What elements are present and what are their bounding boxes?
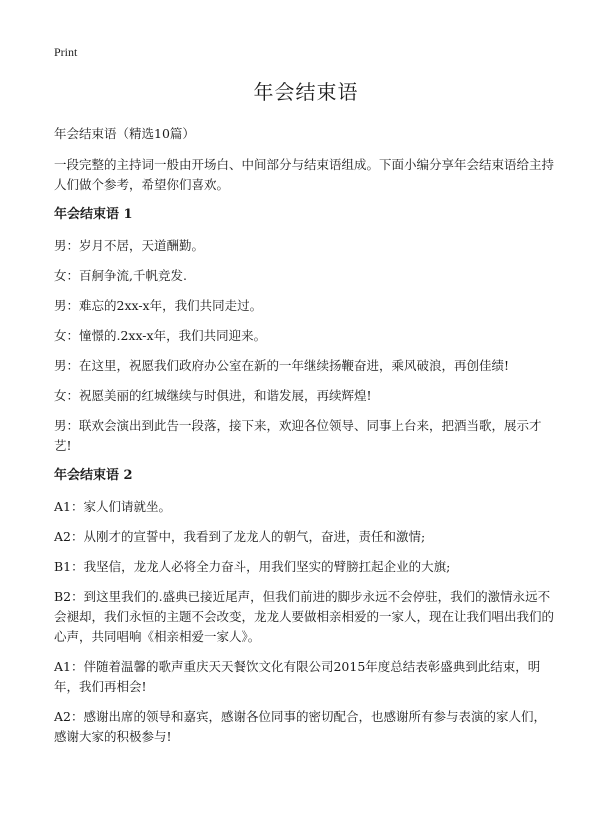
dialogue-line: A2：从刚才的宣誓中，我看到了龙龙人的朝气，奋进，责任和激情; bbox=[54, 529, 426, 544]
dialogue-line: A1：伴随着温馨的歌声重庆天天餐饮文化有限公司2015年度总结表彰盛典到此结束，明年，我们再相会! bbox=[54, 659, 541, 694]
dialogue-line: 女：祝愿美丽的红城继续与时俱进，和谐发展，再续辉煌! bbox=[54, 388, 372, 403]
dialogue-line: 男：岁月不居，天道酬勤。 bbox=[54, 238, 205, 253]
dialogue-line: 女：百舸争流,千帆竞发. bbox=[54, 268, 187, 283]
dialogue-line: B2：到这里我们的.盛典已接近尾声，但我们前进的脚步永远不会停驻，我们的激情永远不会褪却，我们永恒的主题不会改变，龙龙人要做相亲相爱的一家人，现在让我们唱出我们的心声，共同唱响《相亲相爱一家人》。 bbox=[54, 589, 555, 644]
dialogue-line: A2：感谢出席的领导和嘉宾，感谢各位同事的密切配合，也感谢所有参与表演的家人们，感谢大家的积极参与! bbox=[54, 709, 546, 744]
section-heading-1: 年会结束语 1 bbox=[54, 207, 133, 222]
document-subtitle: 年会结束语（精选10篇） bbox=[54, 126, 195, 141]
print-link[interactable]: Print bbox=[54, 45, 78, 59]
dialogue-line: 女：憧憬的.2xx-x年，我们共同迎来。 bbox=[54, 328, 267, 343]
dialogue-line: 男：难忘的2xx-x年，我们共同走过。 bbox=[54, 298, 263, 313]
dialogue-line: B1：我坚信，龙龙人必将全力奋斗，用我们坚实的臂膀扛起企业的大旗; bbox=[54, 559, 451, 574]
dialogue-line: 男：联欢会演出到此告一段落，接下来，欢迎各位领导、同事上台来，把酒当歌，展示才艺! bbox=[54, 418, 542, 453]
dialogue-line: 男：在这里，祝愿我们政府办公室在新的一年继续扬鞭奋进，乘风破浪，再创佳绩! bbox=[54, 358, 510, 373]
dialogue-line: A1：家人们请就坐。 bbox=[54, 499, 171, 514]
intro-paragraph: 一段完整的主持词一般由开场白、中间部分与结束语组成。下面小编分享年会结束语给主持人们做个参考，希望你们喜欢。 bbox=[54, 157, 555, 192]
page-title: 年会结束语 bbox=[253, 80, 359, 104]
section-heading-2: 年会结束语 2 bbox=[54, 468, 133, 483]
